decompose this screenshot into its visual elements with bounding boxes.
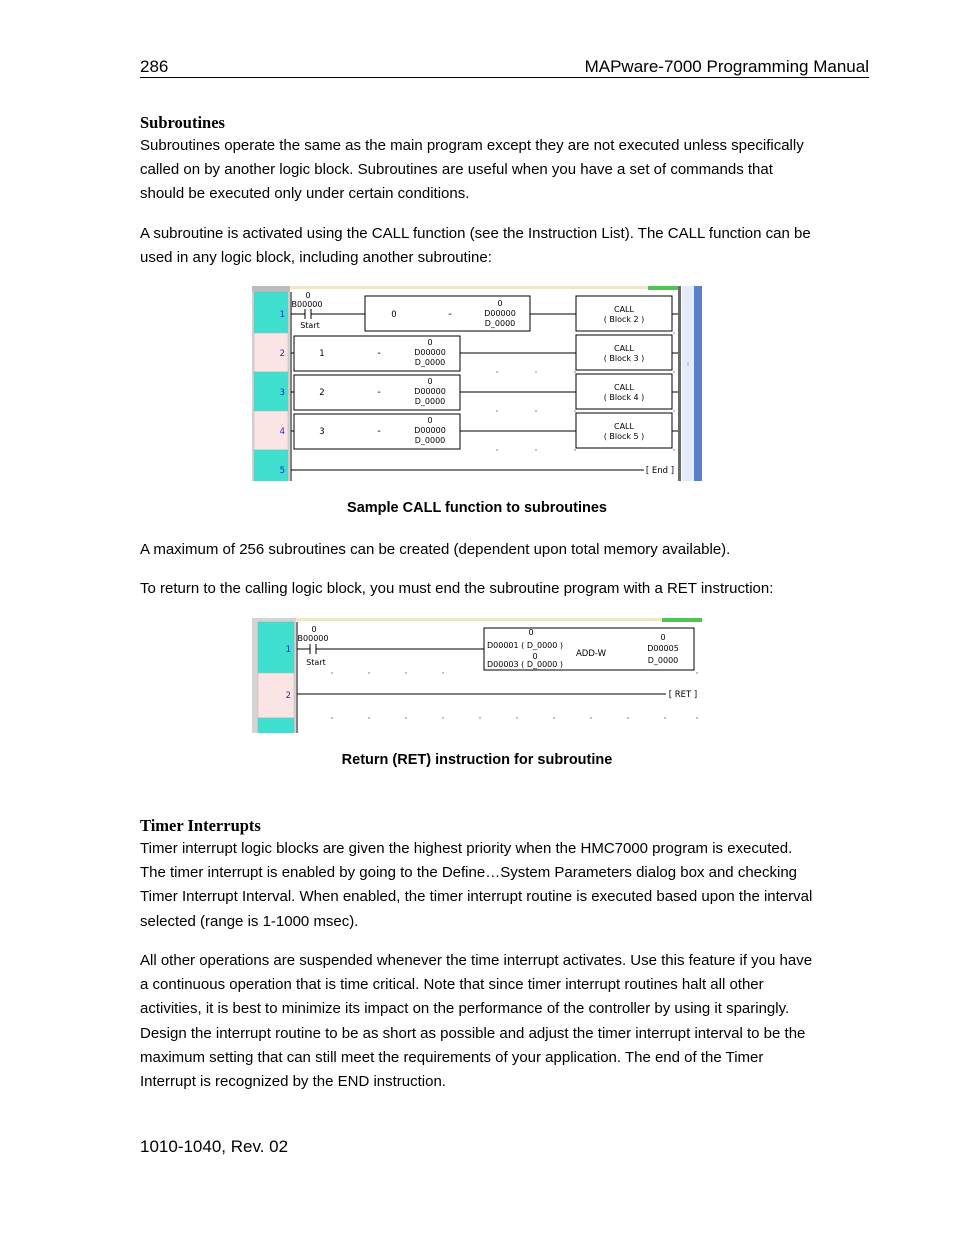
rung-4-dest-value: 0 — [427, 416, 433, 425]
subroutines-paragraph-1: Subroutines operate the same as the main program except they are not executed unless specifically called on by another logic block. Subroutines are useful when you have a set of commands that should be executed only under certain conditions. — [140, 137, 804, 203]
add-in1: D00001 ( D_0000 ) — [487, 641, 563, 650]
rung-4-number: 4 — [279, 427, 285, 437]
timer-interrupts-paragraph-2: All other operations are suspended whenever the time interrupt activates. Use this feature if you have a continuous operation that is time critical. Note that since timer interrupt routines halt all other activities, it is best to minimize its impact on the performance of the controller by using it sparingly. Design the interrupt routine to be as short as possible and adjust the timer interrupt interval to be the maximum setting that can still meet the requirements of your application. The end of the Timer Interrupt is recognized by the END instruction. — [140, 952, 813, 1091]
rung-1-dest-tag: D_0000 — [484, 319, 516, 328]
figure-1-caption: Sample CALL function to subroutines — [347, 500, 607, 516]
rung-2-call-label: CALL — [614, 344, 634, 353]
ret-contact-label: Start — [306, 658, 326, 667]
rung-3-source: 2 — [319, 388, 325, 398]
rung-4-dest-tag: D_0000 — [414, 436, 446, 445]
ret-contact-address: B00000 — [297, 634, 329, 643]
rung-1-number: 1 — [279, 310, 285, 320]
rung-4-dest-addr: D00000 — [414, 426, 446, 435]
rung-4-source: 3 — [319, 427, 325, 437]
rung-1-call-block: ( Block 2 ) — [603, 315, 645, 324]
timer-interrupts-paragraph-1: Timer interrupt logic blocks are given the highest priority when the HMC7000 program is executed. The timer interrupt is enabled by going to the Define…System Parameters dialog box and checking Timer Interrupt Interval. When enabled, the timer interrupt routine is executed based upon the interval selected (range is 1-1000 msec). — [140, 840, 813, 930]
contact-label: Start — [300, 321, 320, 330]
rung-1-op: - — [448, 309, 452, 320]
rung-3-call-block: ( Block 4 ) — [603, 393, 645, 402]
rung-3-dest-value: 0 — [427, 377, 433, 386]
rung-4-call-block: ( Block 5 ) — [603, 432, 645, 441]
add-op: ADD-W — [575, 649, 607, 659]
ret-rung-1-number: 1 — [285, 645, 291, 655]
figure-2-caption: Return (RET) instruction for subroutine — [341, 752, 613, 768]
add-in2: D00003 ( D_0000 ) — [487, 660, 563, 669]
timer-interrupts-heading: Timer Interrupts — [140, 816, 261, 835]
add-in2-value: 0 — [532, 652, 538, 661]
rung-3-call-label: CALL — [614, 383, 634, 392]
page-number: 286 — [140, 57, 169, 76]
add-out-addr: D00005 — [647, 644, 679, 653]
rung-2-op: - — [377, 348, 381, 359]
ret-ladder-figure — [252, 618, 702, 733]
rung-1-call-label: CALL — [614, 305, 634, 314]
add-in1-value: 0 — [528, 628, 534, 637]
subroutines-heading: Subroutines — [140, 113, 225, 132]
rung-3-dest-tag: D_0000 — [414, 397, 446, 406]
end-instruction: [ End ] — [645, 466, 675, 476]
rung-1-dest-value: 0 — [497, 299, 503, 308]
add-out-value: 0 — [660, 633, 666, 642]
rung-1-dest-addr: D00000 — [484, 309, 516, 318]
add-out-tag: D_0000 — [647, 656, 679, 665]
rung-3-number: 3 — [279, 388, 285, 398]
rung-2-dest-addr: D00000 — [414, 348, 446, 357]
rung-1-source: 0 — [391, 310, 397, 320]
ret-rung-2-number: 2 — [285, 691, 291, 701]
rung-5-number: 5 — [279, 466, 285, 476]
ret-instruction: [ RET ] — [668, 690, 698, 700]
subroutines-paragraph-2: A subroutine is activated using the CALL function (see the Instruction List). The CALL function can be used in any logic block, including another subroutine: — [140, 225, 811, 267]
rung-3-op: - — [377, 387, 381, 398]
manual-title: MAPware-7000 Programming Manual — [584, 57, 869, 76]
rung-4-call-label: CALL — [614, 422, 634, 431]
rung-3-dest-addr: D00000 — [414, 387, 446, 396]
header-rule — [140, 77, 869, 78]
contact-address: B00000 — [291, 300, 323, 309]
rung-2-number: 2 — [279, 349, 285, 359]
rung-2-call-block: ( Block 3 ) — [603, 354, 645, 363]
document-revision: 1010-1040, Rev. 02 — [140, 1137, 289, 1156]
contact-value: 0 — [305, 291, 311, 300]
ret-contact-value: 0 — [311, 625, 317, 634]
subroutines-paragraph-4: To return to the calling logic block, you must end the subroutine program with a RET instruction: — [140, 580, 774, 597]
rung-4-op: - — [377, 426, 381, 437]
rung-2-dest-value: 0 — [427, 338, 433, 347]
rung-2-source: 1 — [319, 349, 325, 359]
subroutines-paragraph-3: A maximum of 256 subroutines can be created (dependent upon total memory available). — [140, 541, 731, 558]
rung-2-dest-tag: D_0000 — [414, 358, 446, 367]
call-ladder-figure — [252, 286, 702, 481]
